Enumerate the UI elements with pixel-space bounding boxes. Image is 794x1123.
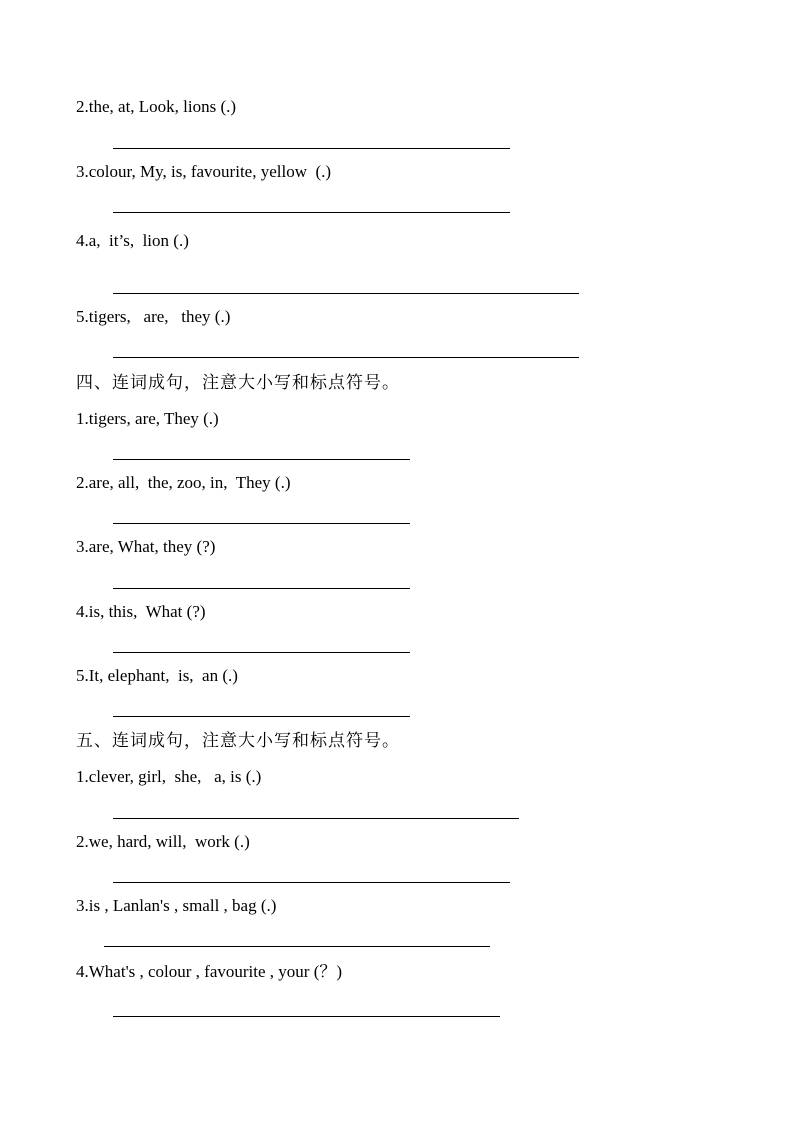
question-s4-5: 5.It, elephant, is, an (.) [76,666,238,685]
question-s3-3: 3.colour, My, is, favourite, yellow (.) [76,162,332,181]
answer-line-s4-3[interactable] [113,588,410,589]
question-s4-3: 3.are, What, they (?) [76,537,216,556]
answer-line-s5-3[interactable] [104,946,490,947]
question-s5-4: 4.What's , colour , favourite , your (？) [76,962,343,981]
question-s3-2: 2.the, at, Look, lions (.) [76,97,237,116]
answer-line-s5-4[interactable] [113,1016,500,1017]
answer-line-s5-1[interactable] [113,818,519,819]
answer-line-s3-2[interactable] [113,148,510,149]
answer-line-s5-2[interactable] [113,882,510,883]
question-s5-3: 3.is , Lanlan's , small , bag (.) [76,896,277,915]
question-s5-1: 1.clever, girl, she, a, is (.) [76,767,262,786]
question-s5-2: 2.we, hard, will, work (.) [76,832,250,851]
question-s4-1: 1.tigers, are, They (.) [76,409,219,428]
question-s4-2: 2.are, all, the, zoo, in, They (.) [76,473,291,492]
answer-line-s4-5[interactable] [113,716,410,717]
question-s3-4: 4.a, it’s, lion (.) [76,231,189,250]
answer-line-s3-4[interactable] [113,293,579,294]
section-5-heading: 五、连词成句，注意大小写和标点符号。 [76,731,400,751]
answer-line-s3-5[interactable] [113,357,579,358]
question-s4-4: 4.is, this, What (?) [76,602,206,621]
section-4-heading: 四、连词成句，注意大小写和标点符号。 [76,373,400,393]
answer-line-s4-1[interactable] [113,459,410,460]
answer-line-s4-4[interactable] [113,652,410,653]
answer-line-s3-3[interactable] [113,212,510,213]
answer-line-s4-2[interactable] [113,523,410,524]
question-s3-5: 5.tigers, are, they (.) [76,307,231,326]
